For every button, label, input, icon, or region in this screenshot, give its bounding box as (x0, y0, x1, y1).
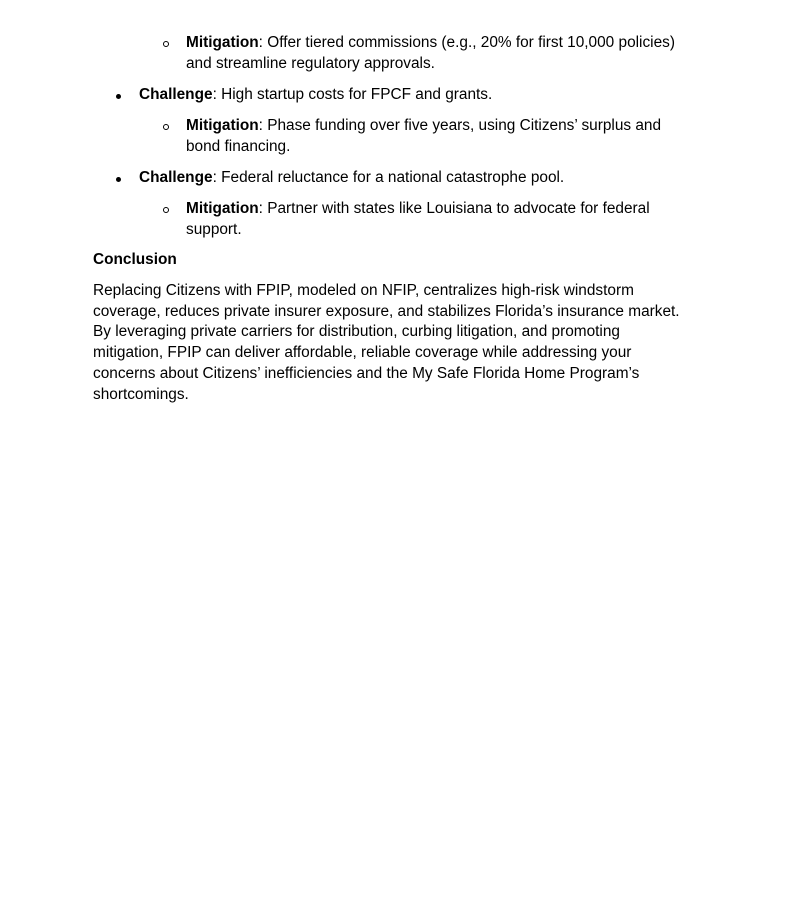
item-text: : Partner with states like Louisiana to advocate for federal support. (186, 200, 650, 238)
item-text: : Offer tiered commissions (e.g., 20% for first 10,000 policies) and streamline regulatory approvals. (186, 34, 675, 72)
hollow-bullet-icon (163, 41, 171, 49)
item-text: : Federal reluctance for a national catastrophe pool. (212, 169, 565, 186)
filled-bullet-icon (116, 94, 124, 102)
list-item (139, 85, 699, 106)
hollow-bullet-icon (163, 124, 171, 132)
item-term: Mitigation (186, 200, 259, 217)
list-item (186, 116, 696, 157)
item-term: Mitigation (186, 117, 259, 134)
item-text: : Phase funding over five years, using Citizens’ surplus and bond financing. (186, 117, 662, 155)
conclusion-paragraph: Replacing Citizens with FPIP, modeled on NFIP, centralizes high-risk windstorm coverage, reduces private insurer exposure, and stabilizes Florida’s insurance market. By leveraging private carriers for distribution, curbing litigation, and promoting mitigation, FPIP can deliver affordable, reliable coverage while addressing your concerns about Citizens’ inefficiencies and the My Safe Florida Home Program’s shortcomings. (93, 282, 680, 403)
item-term: Challenge (139, 169, 213, 186)
item-term: Challenge (139, 86, 213, 103)
list-item (186, 33, 696, 74)
filled-bullet-icon (116, 177, 124, 185)
section-heading: Conclusion (93, 251, 177, 268)
item-text: : High startup costs for FPCF and grants. (212, 86, 493, 103)
item-term: Mitigation (186, 34, 259, 51)
hollow-bullet-icon (163, 207, 171, 215)
list-item (186, 199, 696, 240)
list-item (139, 168, 699, 189)
